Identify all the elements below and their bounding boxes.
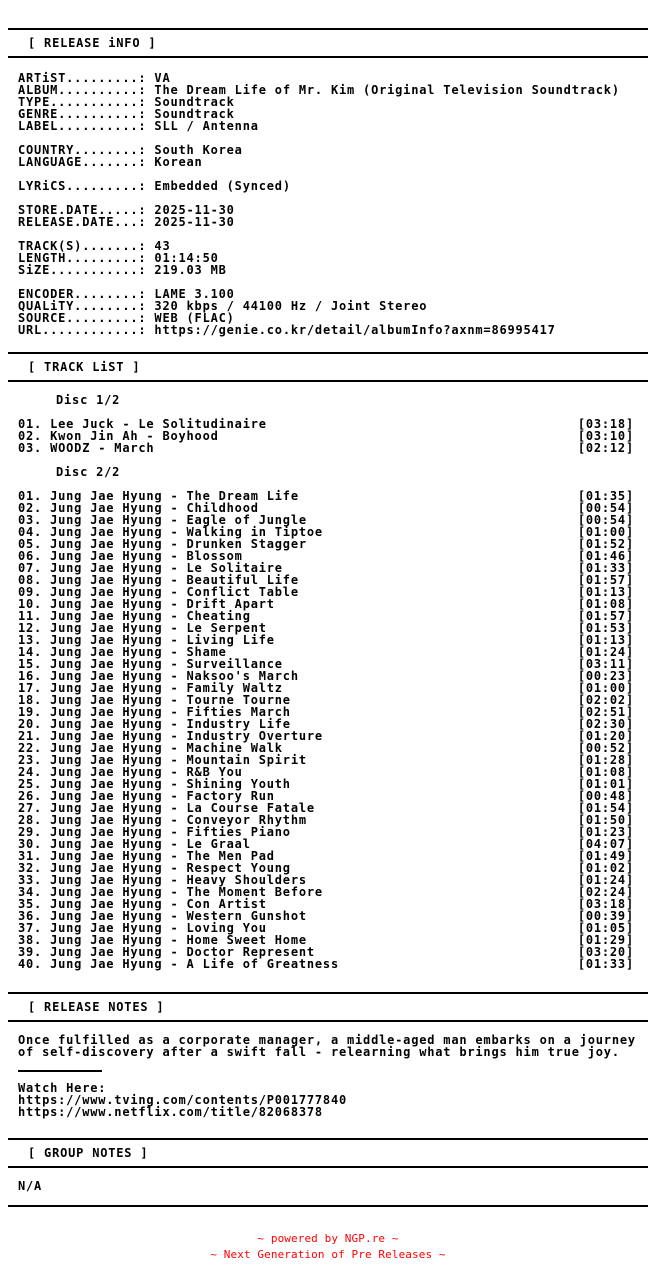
footer-tagline: ~ Next Generation of Pre Releases ~ [210,1248,446,1261]
track-duration: [01:57] [577,573,634,587]
track-title: 34. Jung Jae Hyung - The Moment Before [18,885,323,899]
info-value: 01:14:50 [154,251,219,265]
track-duration: [01:20] [577,729,634,743]
info-label: RELEASE.DATE...: [18,215,155,229]
info-group [18,204,634,228]
track-duration: [01:28] [577,753,634,767]
release-notes-body [0,1022,656,1138]
track-duration: [01:46] [577,549,634,563]
track-duration: [01:24] [577,873,634,887]
track-title: 10. Jung Jae Hyung - Drift Apart [18,597,275,611]
track-title: 36. Jung Jae Hyung - Western Gunshot [18,909,307,923]
info-group [18,288,634,336]
track-duration: [00:52] [577,741,634,755]
info-label: GENRE..........: [18,107,155,121]
track-duration: [01:54] [577,801,634,815]
track-title: 02. Kwon Jin Ah - Boyhood [18,429,219,443]
track-row [18,958,634,970]
info-label: STORE.DATE.....: [18,203,155,217]
track-title: 12. Jung Jae Hyung - Le Serpent [18,621,267,635]
track-duration: [01:33] [577,957,634,971]
track-title: 09. Jung Jae Hyung - Conflict Table [18,585,299,599]
watch-link-netflix: https://www.netflix.com/title/82068378 [18,1105,323,1119]
info-label: SiZE...........: [18,263,155,277]
track-duration: [03:10] [577,429,634,443]
info-value: WEB (FLAC) [154,311,235,325]
track-title: 30. Jung Jae Hyung - Le Graal [18,837,251,851]
track-title: 26. Jung Jae Hyung - Factory Run [18,789,275,803]
info-label: TYPE...........: [18,95,155,109]
track-title: 38. Jung Jae Hyung - Home Sweet Home [18,933,307,947]
track-duration: [01:50] [577,813,634,827]
info-value: VA [154,71,171,85]
track-title: 20. Jung Jae Hyung - Industry Life [18,717,291,731]
info-value: South Korea [154,143,243,157]
info-label: ENCODER........: [18,287,155,301]
info-label: QUALiTY........: [18,299,155,313]
track-duration: [01:05] [577,921,634,935]
track-duration: [01:08] [577,597,634,611]
track-title: 37. Jung Jae Hyung - Loving You [18,921,267,935]
track-duration: [01:57] [577,609,634,623]
footer [0,1233,656,1261]
info-line [18,324,634,336]
track-title: 14. Jung Jae Hyung - Shame [18,645,227,659]
info-line [18,264,634,276]
track-duration: [02:30] [577,717,634,731]
info-label: LENGTH.........: [18,251,155,265]
track-duration: [01:02] [577,861,634,875]
info-line [18,156,634,168]
info-label: ALBUM..........: [18,83,155,97]
synopsis-line: of self-discovery after a swift fall - relearning what brings him true joy. [18,1045,620,1059]
track-duration: [01:49] [577,849,634,863]
track-duration: [02:12] [577,441,634,455]
section-title-track-list: [ TRACK LiST ] [28,360,141,374]
track-duration: [03:11] [577,657,634,671]
synopsis-line: Once fulfilled as a corporate manager, a middle-aged man embarks on a journey [18,1033,636,1047]
section-title-release-info: [ RELEASE iNFO ] [28,36,157,50]
track-title: 40. Jung Jae Hyung - A Life of Greatness [18,957,339,971]
track-title: 28. Jung Jae Hyung - Conveyor Rhythm [18,813,307,827]
track-title: 02. Jung Jae Hyung - Childhood [18,501,259,515]
info-value: The Dream Life of Mr. Kim (Original Television Soundtrack) [154,83,620,97]
info-value: Soundtrack [154,107,235,121]
track-title: 03. Jung Jae Hyung - Eagle of Jungle [18,513,307,527]
track-title: 07. Jung Jae Hyung - Le Solitaire [18,561,283,575]
info-label: URL............: [18,323,155,337]
info-value: 2025-11-30 [154,215,235,229]
track-title: 24. Jung Jae Hyung - R&B You [18,765,243,779]
track-title: 17. Jung Jae Hyung - Family Waltz [18,681,283,695]
watch-link-tving: https://www.tving.com/contents/P001777840 [18,1093,348,1107]
track-title: 06. Jung Jae Hyung - Blossom [18,549,243,563]
info-label: COUNTRY........: [18,143,155,157]
info-value: 43 [154,239,171,253]
track-duration: [01:52] [577,537,634,551]
track-duration: [01:08] [577,765,634,779]
track-duration: [01:35] [577,489,634,503]
track-duration: [01:00] [577,681,634,695]
track-title: 16. Jung Jae Hyung - Naksoo's March [18,669,299,683]
track-title: 21. Jung Jae Hyung - Industry Overture [18,729,323,743]
track-duration: [02:24] [577,885,634,899]
divider-line [18,1070,102,1072]
track-title: 32. Jung Jae Hyung - Respect Young [18,861,291,875]
track-title: 19. Jung Jae Hyung - Fifties March [18,705,291,719]
info-value: LAME 3.100 [154,287,235,301]
info-line [18,120,634,132]
track-duration: [03:18] [577,417,634,431]
info-label: LANGUAGE.......: [18,155,155,169]
info-value: Soundtrack [154,95,235,109]
track-duration: [04:07] [577,837,634,851]
track-title: 39. Jung Jae Hyung - Doctor Represent [18,945,315,959]
track-title: 27. Jung Jae Hyung - La Course Fatale [18,801,315,815]
track-title: 29. Jung Jae Hyung - Fifties Piano [18,825,291,839]
horizontal-rule [8,1205,648,1207]
info-value: Embedded (Synced) [154,179,291,193]
track-title: 23. Jung Jae Hyung - Mountain Spirit [18,753,307,767]
track-duration: [01:33] [577,561,634,575]
track-title: 15. Jung Jae Hyung - Surveillance [18,657,283,671]
info-line [18,216,634,228]
track-title: 18. Jung Jae Hyung - Tourne Tourne [18,693,291,707]
info-value: 219.03 MB [154,263,227,277]
track-duration: [02:02] [577,693,634,707]
track-duration: [00:23] [577,669,634,683]
track-duration: [03:18] [577,897,634,911]
group-notes-body [0,1168,656,1192]
info-value: SLL / Antenna [154,119,259,133]
track-duration: [00:54] [577,501,634,515]
track-title: 25. Jung Jae Hyung - Shining Youth [18,777,291,791]
release-info-body [0,58,656,352]
track-duration: [00:39] [577,909,634,923]
info-label: ARTiST.........: [18,71,155,85]
track-duration: [02:51] [577,705,634,719]
group-notes-content: N/A [18,1179,43,1193]
track-duration: [00:48] [577,789,634,803]
info-line [18,180,634,192]
track-title: 11. Jung Jae Hyung - Cheating [18,609,251,623]
info-group [18,240,634,276]
track-title: 13. Jung Jae Hyung - Living Life [18,633,275,647]
disc-block [18,394,634,454]
watch-here-label: Watch Here: [18,1081,107,1095]
track-list-body [0,382,656,992]
track-title: 03. WOODZ - March [18,441,155,455]
track-duration: [01:29] [577,933,634,947]
info-value: 2025-11-30 [154,203,235,217]
track-title: 22. Jung Jae Hyung - Machine Walk [18,741,283,755]
track-title: 04. Jung Jae Hyung - Walking in Tiptoe [18,525,323,539]
track-row [18,442,634,454]
disc-title: Disc 1/2 [56,393,121,407]
track-title: 08. Jung Jae Hyung - Beautiful Life [18,573,299,587]
info-group [18,180,634,192]
footer-powered-by: ~ powered by NGP.re ~ [257,1232,399,1245]
track-duration: [01:23] [577,825,634,839]
track-duration: [00:54] [577,513,634,527]
track-title: 35. Jung Jae Hyung - Con Artist [18,897,267,911]
disc-title: Disc 2/2 [56,465,121,479]
track-title: 33. Jung Jae Hyung - Heavy Shoulders [18,873,307,887]
info-group [18,144,634,168]
info-group [18,72,634,132]
track-duration: [01:00] [577,525,634,539]
track-title: 31. Jung Jae Hyung - The Men Pad [18,849,275,863]
track-duration: [01:53] [577,621,634,635]
info-value: 320 kbps / 44100 Hz / Joint Stereo [154,299,428,313]
info-label: TRACK(S).......: [18,239,155,253]
info-label: LABEL..........: [18,119,155,133]
info-label: LYRiCS.........: [18,179,155,193]
track-duration: [01:01] [577,777,634,791]
info-value: Korean [154,155,203,169]
section-title-release-notes: [ RELEASE NOTES ] [28,1000,165,1014]
track-duration: [01:13] [577,633,634,647]
track-duration: [03:20] [577,945,634,959]
section-title-group-notes: [ GROUP NOTES ] [28,1146,149,1160]
info-value: https://genie.co.kr/detail/albumInfo?axnm=86995417 [154,323,556,337]
disc-block [18,466,634,970]
info-label: SOURCE.........: [18,311,155,325]
track-title: 05. Jung Jae Hyung - Drunken Stagger [18,537,307,551]
track-title: 01. Lee Juck - Le Solitudinaire [18,417,267,431]
track-title: 01. Jung Jae Hyung - The Dream Life [18,489,299,503]
track-duration: [01:13] [577,585,634,599]
track-duration: [01:24] [577,645,634,659]
